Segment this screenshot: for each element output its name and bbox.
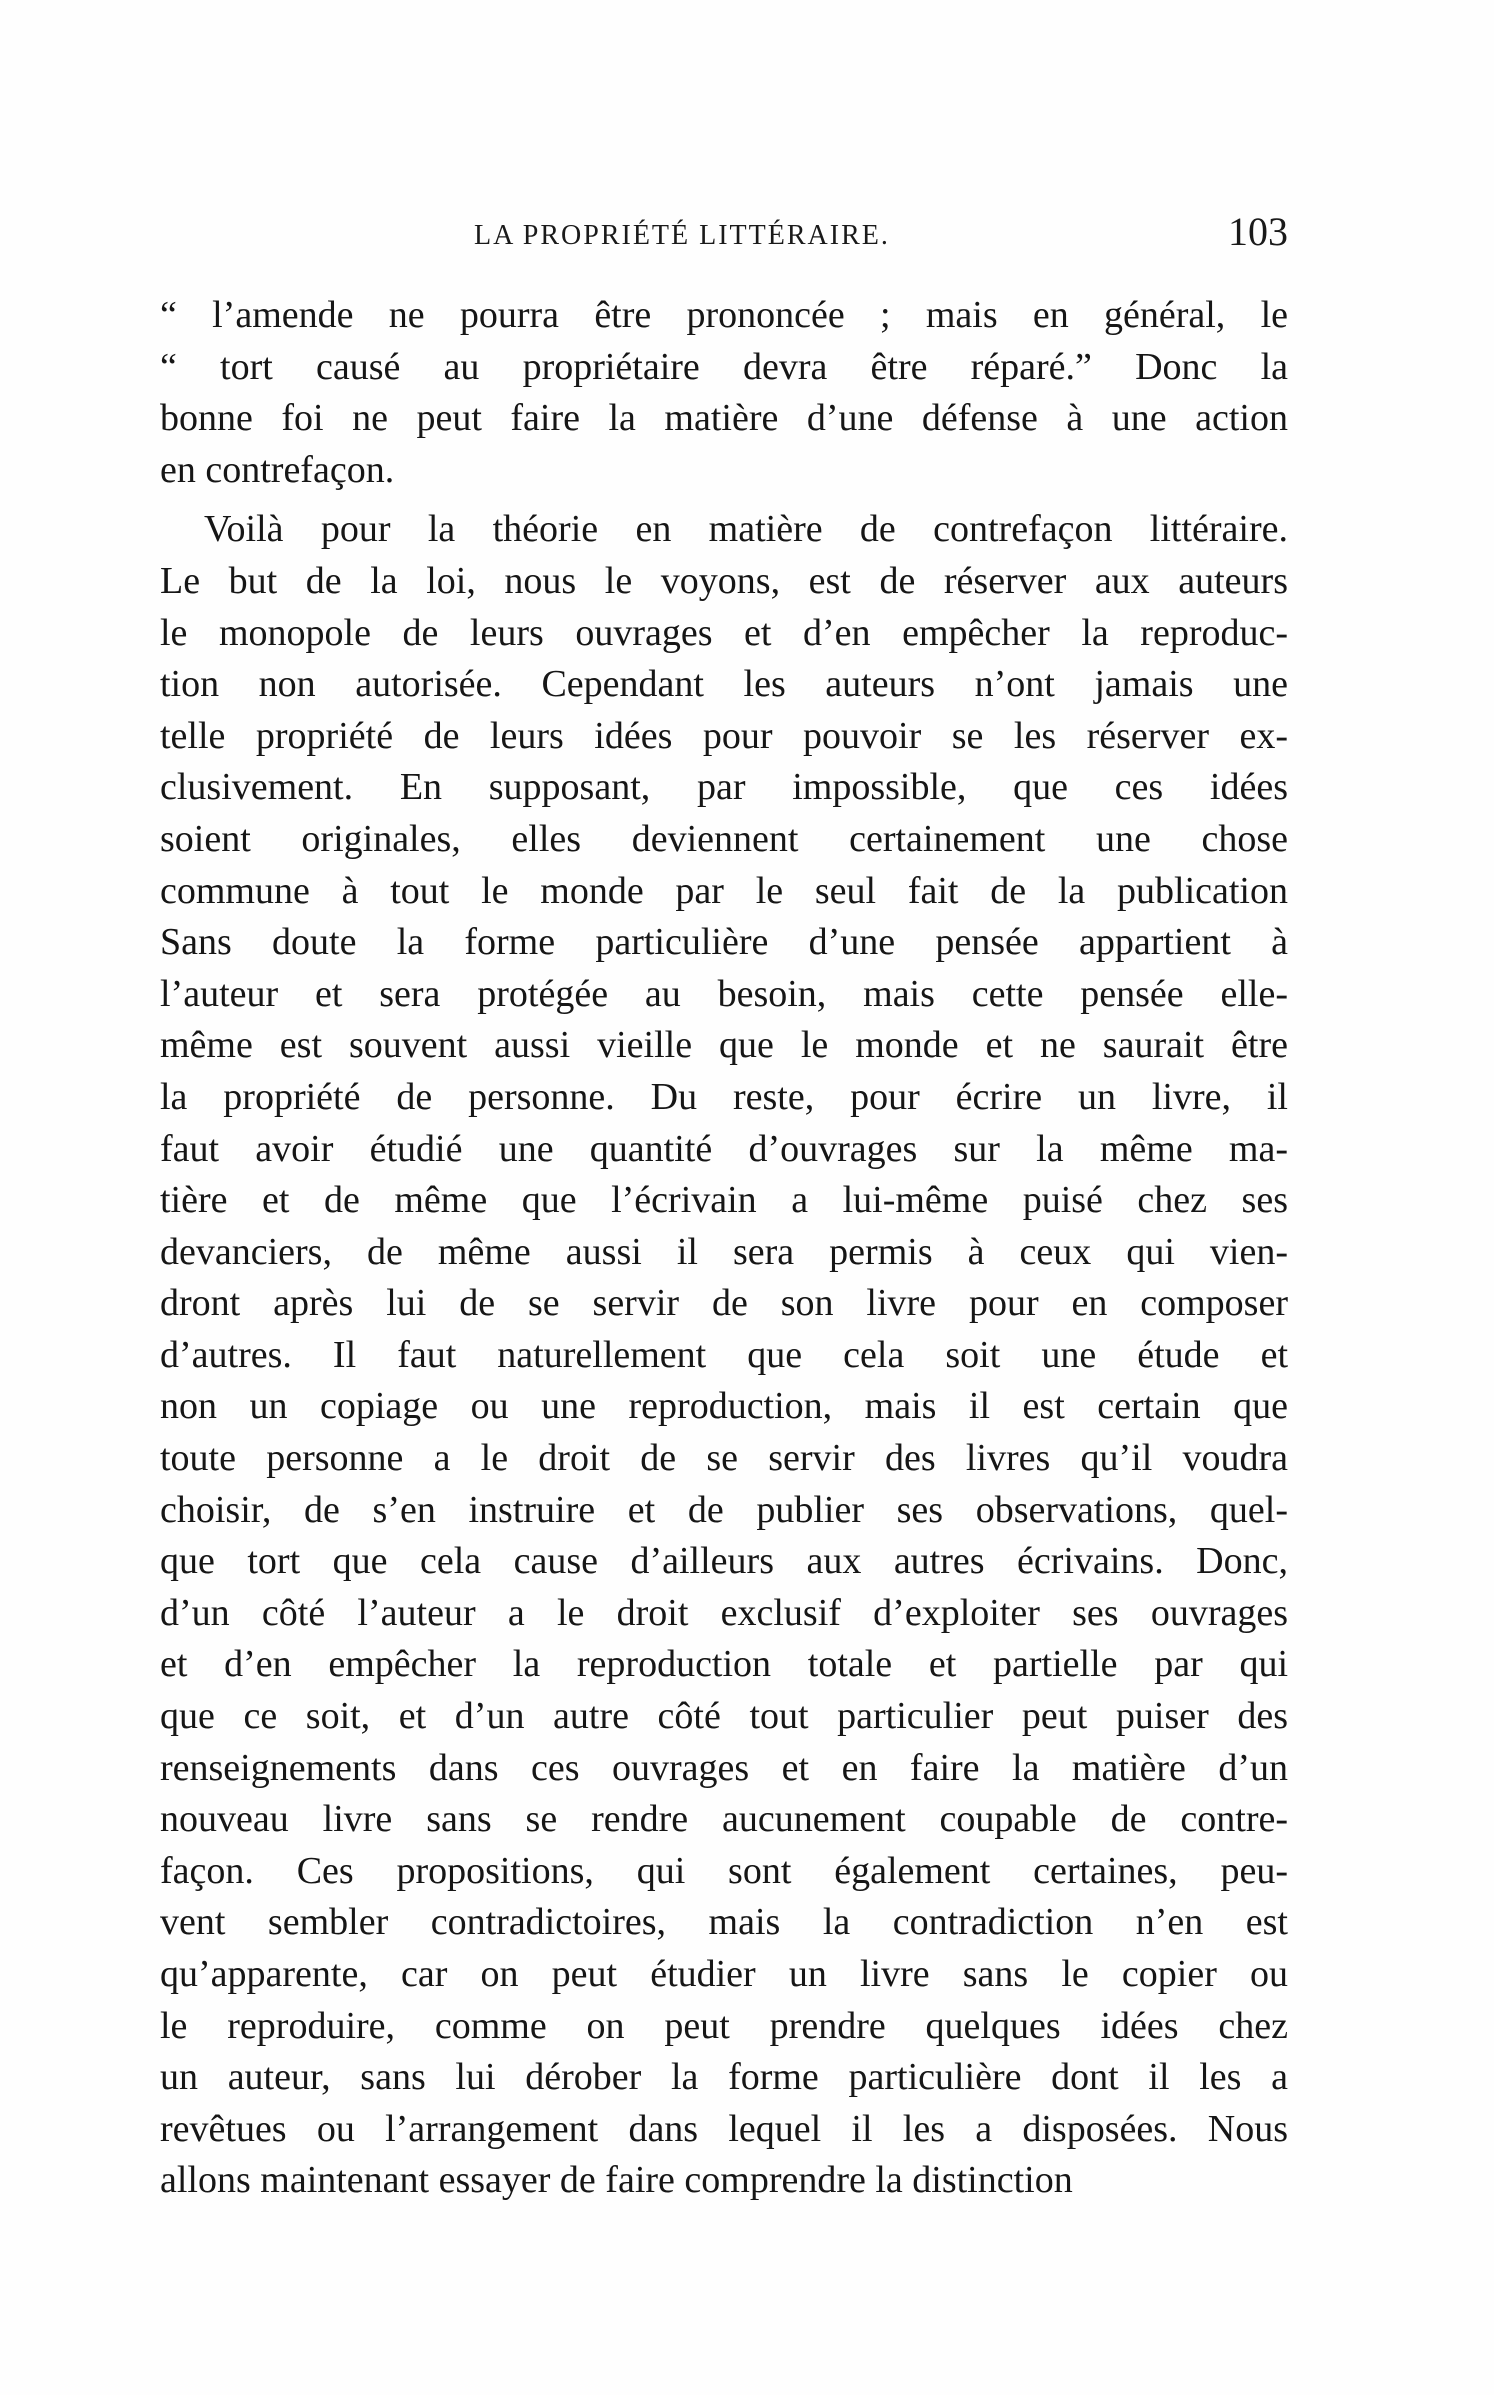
text-line: “ l’amende ne pourra être prononcée ; mais en général, le — [160, 294, 1288, 336]
text-line: dront après lui de se servir de son livre pour en composer — [160, 1282, 1288, 1325]
text-line: d’autres. Il faut naturellement que cela soit une étude et — [160, 1333, 1288, 1376]
text-line: en contrefaçon. — [160, 448, 395, 491]
text-line: un auteur, sans lui dérober la forme particulière dont il les a — [160, 2056, 1288, 2099]
text-line: le reproduire, comme on peut prendre quelques idées chez — [160, 2004, 1288, 2047]
text-line: Le but de la loi, nous le voyons, est de réserver aux auteurs — [160, 559, 1288, 602]
text-line: tion non autorisée. Cependant les auteurs n’ont jamais une — [160, 663, 1288, 706]
text-line: commune à tout le monde par le seul fait de la publication — [160, 869, 1288, 912]
paragraph — [160, 504, 1288, 2207]
paragraph — [160, 290, 1288, 496]
text-line: Sans doute la forme particulière d’une pensée appartient à — [160, 921, 1288, 964]
text-line: non un copiage ou une reproduction, mais il est certain que — [160, 1385, 1288, 1428]
text-line: Voilà pour la théorie en matière de contrefaçon littéraire. — [204, 508, 1288, 551]
body-text — [160, 290, 1288, 2207]
text-line: clusivement. En supposant, par impossible, que ces idées — [160, 766, 1288, 809]
text-line: faut avoir étudié une quantité d’ouvrages sur la même ma- — [160, 1127, 1288, 1170]
text-line: même est souvent aussi vieille que le monde et ne saurait être — [160, 1024, 1288, 1067]
running-head: LA PROPRIÉTÉ LITTÉRAIRE. — [474, 220, 890, 251]
text-line: revêtues ou l’arrangement dans lequel il les a disposées. Nous — [160, 2107, 1288, 2150]
text-line: vent sembler contradictoires, mais la contradiction n’en est — [160, 1901, 1288, 1944]
text-line: tière et de même que l’écrivain a lui-même puisé chez ses — [160, 1179, 1288, 1222]
text-line: bonne foi ne peut faire la matière d’une défense à une action — [160, 397, 1288, 440]
text-line: qu’apparente, car on peut étudier un livre sans le copier ou — [160, 1953, 1288, 1995]
text-line: façon. Ces propositions, qui sont également certaines, peu- — [160, 1849, 1288, 1892]
text-line: d’un côté l’auteur a le droit exclusif d’exploiter ses ouvrages — [160, 1591, 1288, 1634]
text-line: choisir, de s’en instruire et de publier ses observations, quel- — [160, 1488, 1288, 1531]
text-line: la propriété de personne. Du reste, pour écrire un livre, il — [160, 1075, 1288, 1118]
text-line: renseignements dans ces ouvrages et en faire la matière d’un — [160, 1746, 1288, 1789]
text-line: nouveau livre sans se rendre aucunement coupable de contre- — [160, 1798, 1288, 1841]
paragraph-gap — [160, 496, 1288, 504]
page-number: 103 — [1228, 209, 1288, 254]
page-header — [160, 208, 1288, 268]
text-line: allons maintenant essayer de faire comprendre la distinction — [160, 2159, 1073, 2202]
text-line: l’auteur et sera protégée au besoin, mais cette pensée elle- — [160, 972, 1288, 1015]
text-line: que tort que cela cause d’ailleurs aux autres écrivains. Donc, — [160, 1540, 1288, 1583]
text-line: “ tort causé au propriétaire devra être réparé.” Donc la — [160, 345, 1288, 388]
text-line: soient originales, elles deviennent certainement une chose — [160, 817, 1288, 860]
text-line: et d’en empêcher la reproduction totale et partielle par qui — [160, 1643, 1288, 1686]
text-line: telle propriété de leurs idées pour pouvoir se les réserver ex- — [160, 714, 1288, 757]
text-line: devanciers, de même aussi il sera permis à ceux qui vien- — [160, 1230, 1288, 1273]
text-line: que ce soit, et d’un autre côté tout particulier peut puiser des — [160, 1695, 1288, 1738]
text-line: toute personne a le droit de se servir des livres qu’il voudra — [160, 1437, 1288, 1480]
text-line: le monopole de leurs ouvrages et d’en empêcher la reproduc- — [160, 611, 1288, 654]
